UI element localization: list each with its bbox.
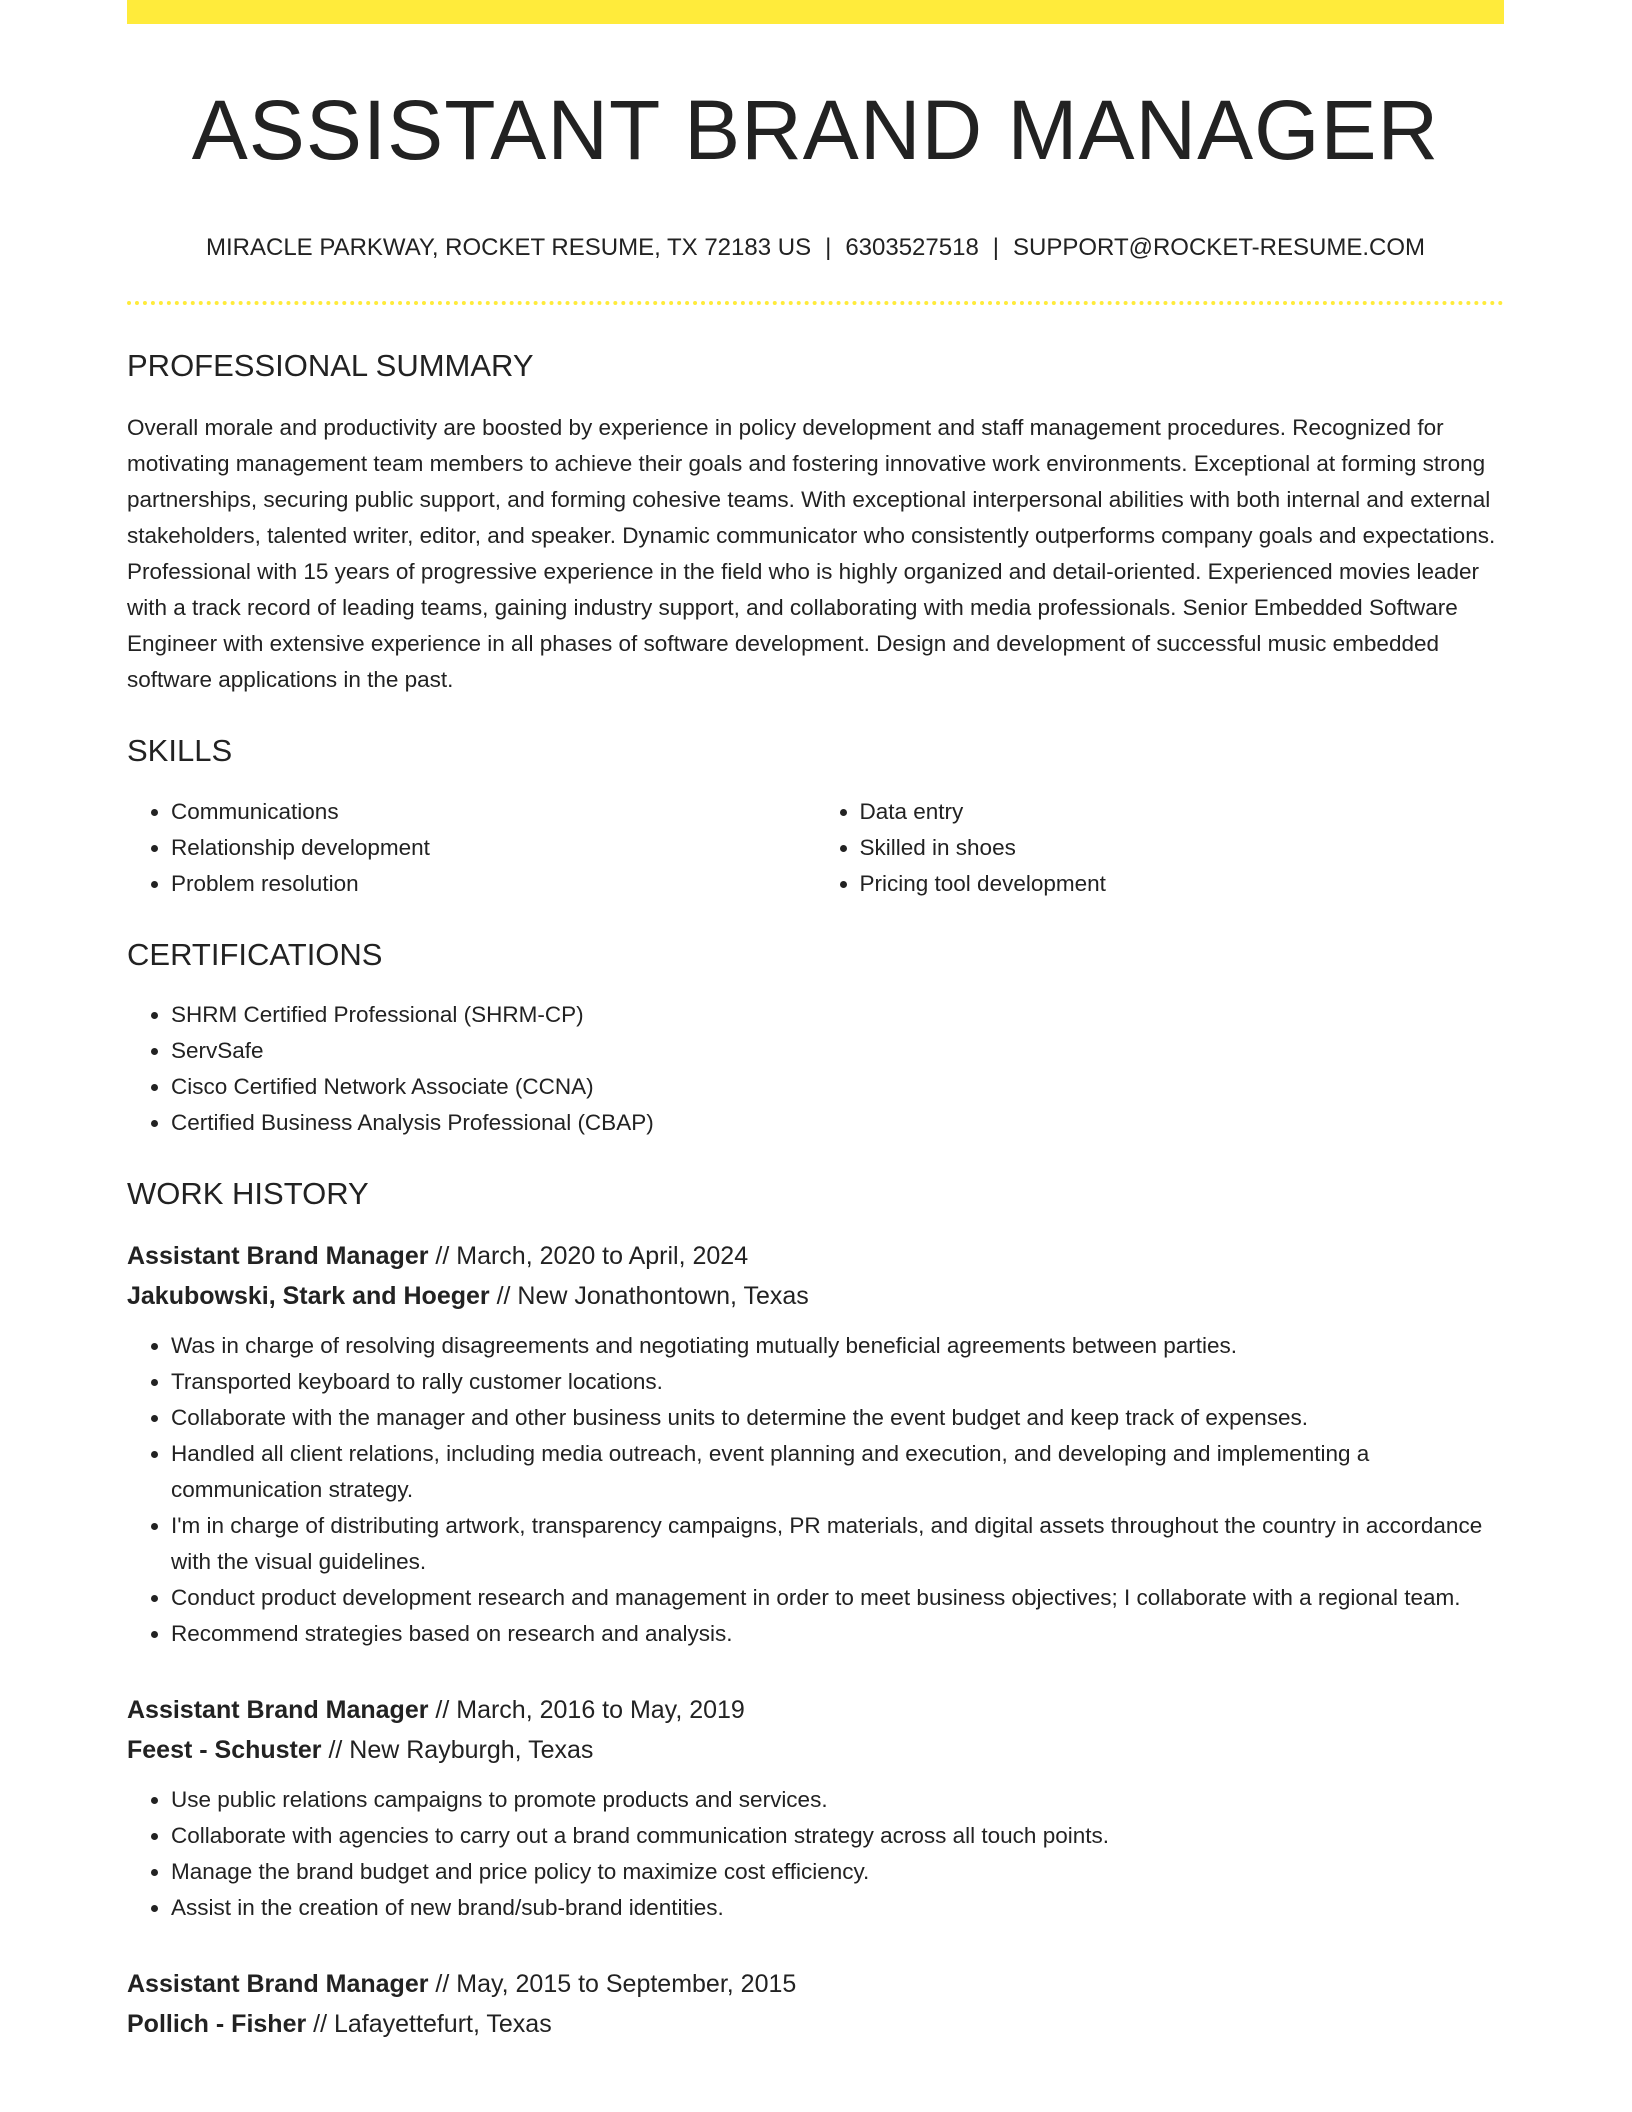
job-bullet: • I'm in charge of distributing artwork, transparency campaigns, PR materials, and digital assets throughout the country in accordance with the visual guidelines. [171,1508,1504,1580]
job-dates: // March, 2016 to May, 2019 [428,1695,745,1724]
job-title-line [127,1236,1504,1276]
skills-column-left [127,794,816,902]
job-entry [127,1236,1504,1652]
skills-heading: SKILLS [127,733,233,769]
skill-item: • Data entry [860,794,1505,830]
certification-item: • ServSafe [171,1033,1504,1069]
job-company-line [127,1730,1504,1770]
contact-separator: | [825,234,832,262]
contact-email: SUPPORT@ROCKET-RESUME.COM [1013,234,1425,262]
job-location: // Lafayettefurt, Texas [306,2009,552,2038]
job-company: Jakubowski, Stark and Hoeger [127,1281,490,1310]
skill-item: • Pricing tool development [860,866,1505,902]
certifications-heading: CERTIFICATIONS [127,936,383,972]
summary-heading: PROFESSIONAL SUMMARY [127,348,534,384]
job-bullet: • Assist in the creation of new brand/sub-brand identities. [171,1890,1504,1926]
resume-title: ASSISTANT BRAND MANAGER [191,83,1440,177]
contact-phone: 6303527518 [845,234,979,262]
job-bullet: • Transported keyboard to rally customer locations. [171,1364,1504,1400]
job-entry [127,1964,1504,2044]
job-bullet: • Use public relations campaigns to promote products and services. [171,1782,1504,1818]
skill-item: • Problem resolution [171,866,816,902]
job-title-line [127,1690,1504,1730]
job-company-line [127,2004,1504,2044]
job-bullet: • Manage the brand budget and price policy to maximize cost efficiency. [171,1854,1504,1890]
job-role: Assistant Brand Manager [127,1241,429,1270]
skills-list [127,794,1504,902]
skill-item: • Communications [171,794,816,830]
certification-item: • SHRM Certified Professional (SHRM-CP) [171,997,1504,1033]
job-role: Assistant Brand Manager [127,1969,429,1998]
job-bullets [127,1328,1504,1652]
accent-top-bar [127,0,1504,24]
job-bullet: • Was in charge of resolving disagreements and negotiating mutually beneficial agreements between parties. [171,1328,1504,1364]
job-bullets [127,1782,1504,1926]
skills-column-right [816,794,1505,902]
job-company-line [127,1276,1504,1316]
contact-line [127,234,1504,263]
job-dates: // March, 2020 to April, 2024 [428,1241,749,1270]
job-title-line [127,1964,1504,2004]
job-role: Assistant Brand Manager [127,1695,429,1724]
summary-text: Overall morale and productivity are boosted by experience in policy development and staff management procedures. Recognized for motivating management team members to achieve their goals and fostering innovative work environments. Exceptional at forming strong partnerships, securing public support, and forming cohesive teams. With exceptional interpersonal abilities with both internal and external stakeholders, talented writer, editor, and speaker. Dynamic communicator who consistently outperforms company goals and expectations. Professional with 15 years of progressive experience in the field who is highly organized and detail-oriented. Experienced movies leader with a track record of leading teams, gaining industry support, and collaborating with media professionals. Senior Embedded Software Engineer with extensive experience in all phases of software development. Design and development of successful music embedded software applications in the past. [127,415,1496,693]
resume-page [127,0,1504,2044]
work-history-heading: WORK HISTORY [127,1175,369,1211]
job-bullet: • Recommend strategies based on research and analysis. [171,1616,1504,1652]
certification-item: • Certified Business Analysis Professional (CBAP) [171,1105,1504,1141]
job-company: Pollich - Fisher [127,2009,307,2038]
contact-address: MIRACLE PARKWAY, ROCKET RESUME, TX 72183 US [206,234,812,262]
job-bullet: • Collaborate with the manager and other business units to determine the event budget and keep track of expenses. [171,1400,1504,1436]
dotted-divider [127,301,1504,305]
job-bullet: • Conduct product development research and management in order to meet business objectives; I collaborate with a regional team. [171,1580,1504,1616]
job-company: Feest - Schuster [127,1735,322,1764]
certification-item: • Cisco Certified Network Associate (CCNA) [171,1069,1504,1105]
contact-separator: | [992,234,1000,262]
skill-item: • Relationship development [171,830,816,866]
certifications-list [127,997,1504,1141]
job-dates: // May, 2015 to September, 2015 [428,1969,797,1998]
job-location: // New Jonathontown, Texas [489,1281,809,1310]
job-bullet: • Handled all client relations, including media outreach, event planning and execution, and developing and implementing a communication strategy. [171,1436,1504,1508]
skill-item: • Skilled in shoes [860,830,1505,866]
job-location: // New Rayburgh, Texas [321,1735,594,1764]
job-entry [127,1690,1504,1926]
job-bullet: • Collaborate with agencies to carry out a brand communication strategy across all touch points. [171,1818,1504,1854]
